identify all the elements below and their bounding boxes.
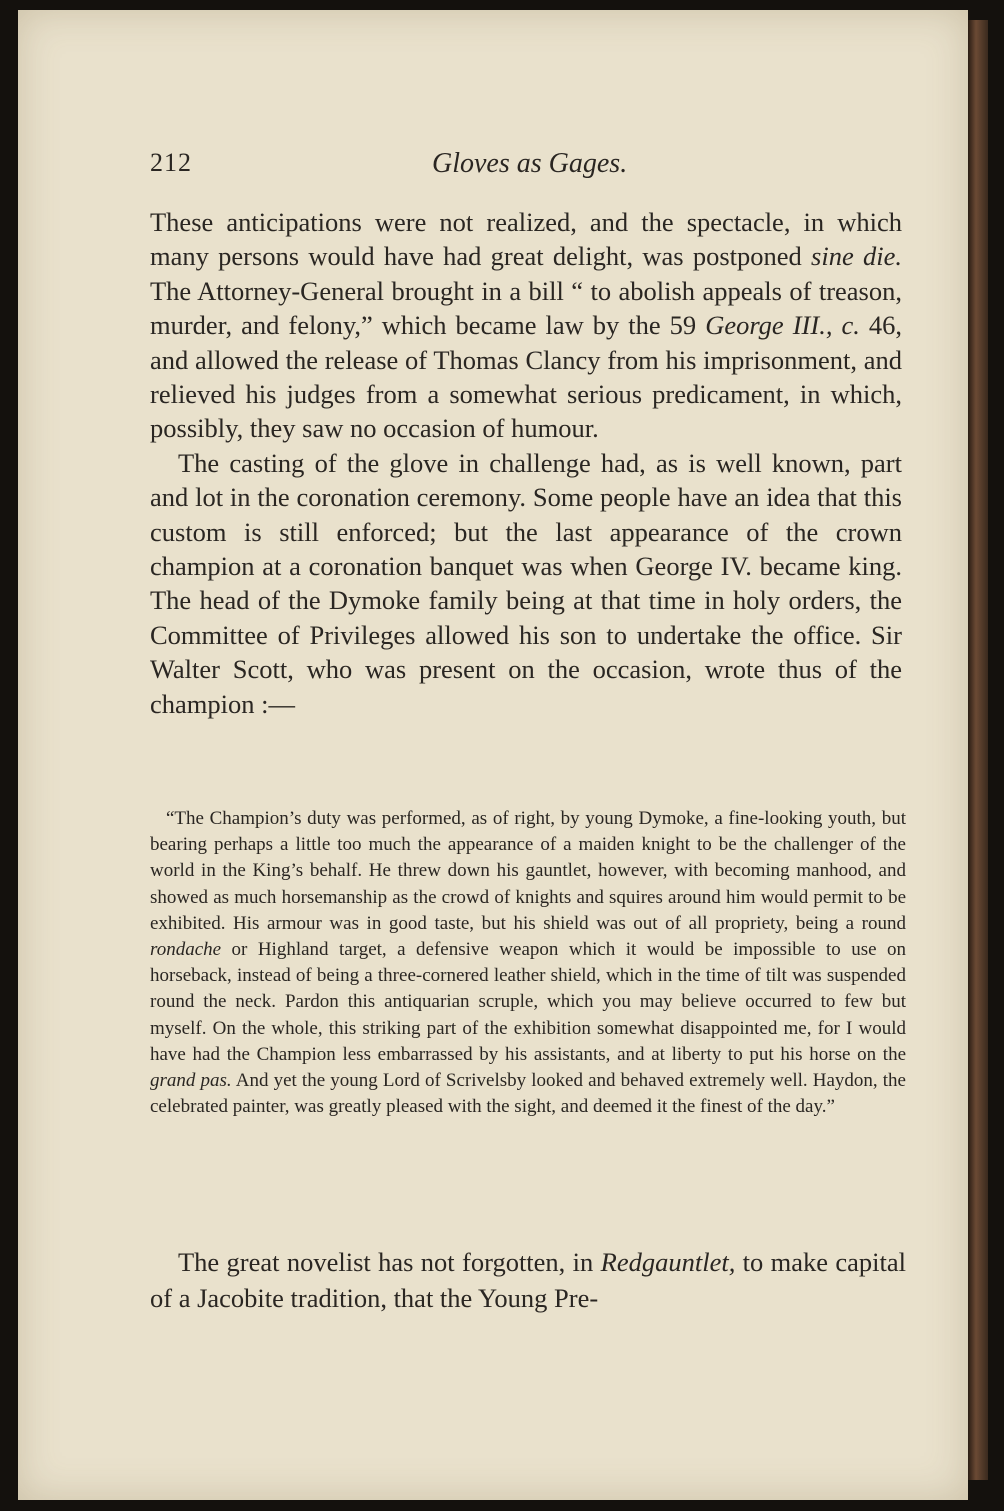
body-text [150,205,902,721]
quote-part-b: or Highland target, a defensive weapon which it would be impossible to use on horseback, instead of being a three-cornered leather shield, which in the time of tilt was suspended round the neck. Pardon this antiquarian scruple, which you may believe occurred to few but myself. On the whole, this striking part of the exhibition somewhat disappointed me, for I would have had the Champion less embarrassed by his assistants, and at liberty to put his horse on the [150,939,906,1065]
paragraph-3 [150,1244,906,1316]
paragraph-1-part-a: These anticipations were not realized, and the spectacle, in which many persons would have had great delight, was postponed [150,207,902,272]
quote-italic-grand-pas: grand pas. [150,1070,232,1092]
running-head [150,148,940,188]
paragraph-1-italic-sine-die: sine die. [811,241,902,272]
page-number: 212 [150,148,192,177]
paragraph-2: The casting of the glove in challenge had, as is well known, part and lot in the coronation ceremony. Some people have an idea that this custom is still enforced; but the last appearance of the crown champion at a coronation banquet was when George IV. became king. The head of the Dymoke family being at that time in holy orders, the Committee of Privileges allowed his son to undertake the office. Sir Walter Scott, who was present on the occasion, wrote thus of the champion :— [150,447,902,719]
quote-italic-rondache: rondache [150,939,222,961]
quote-part-a: “The Champion’s duty was performed, as of right, by young Dymoke, a fine-looking youth, but bearing perhaps a little too much the appearance of a maiden knight to be the challenger of the world in the King’s behalf. He threw down his gauntlet, however, with becoming manhood, and showed as much horsemanship as the crowd of knights and squires around him would permit to be exhibited. His armour was in good taste, but his shield was out of all propriety, being a round [150,808,906,934]
paragraph-1-part-b: The Attorney-General brought in a bill “ to abolish appeals of treason, murder, and felony,” which became law by the 59 [150,275,902,341]
paragraph-1-part-c: 46, and allowed the release of Thomas Clancy from his imprisonment, and relieved his judges from a somewhat serious predicament, in which, possibly, they saw no occasion of humour. [150,310,903,444]
quote-part-c: And yet the young Lord of Scrivelsby looked and behaved extremely well. Haydon, the celebrated painter, was greatly pleased with the sight, and deemed it the finest of the day.” [150,1070,906,1118]
paragraph-3-part-a: The great novelist has not forgotten, in [178,1247,601,1277]
running-title: Gloves as Gages. [432,148,628,179]
paragraph-1-italic-george: George III., c. [705,310,860,341]
book-spine [968,20,988,1480]
block-quote [150,806,906,1120]
paragraph-3-italic-redgauntlet: Redgauntlet, [600,1247,736,1277]
paragraph-1 [150,205,902,446]
paragraph-3-part-b: to make capital of a Jacobite tradition, that the Young Pre- [150,1247,907,1313]
